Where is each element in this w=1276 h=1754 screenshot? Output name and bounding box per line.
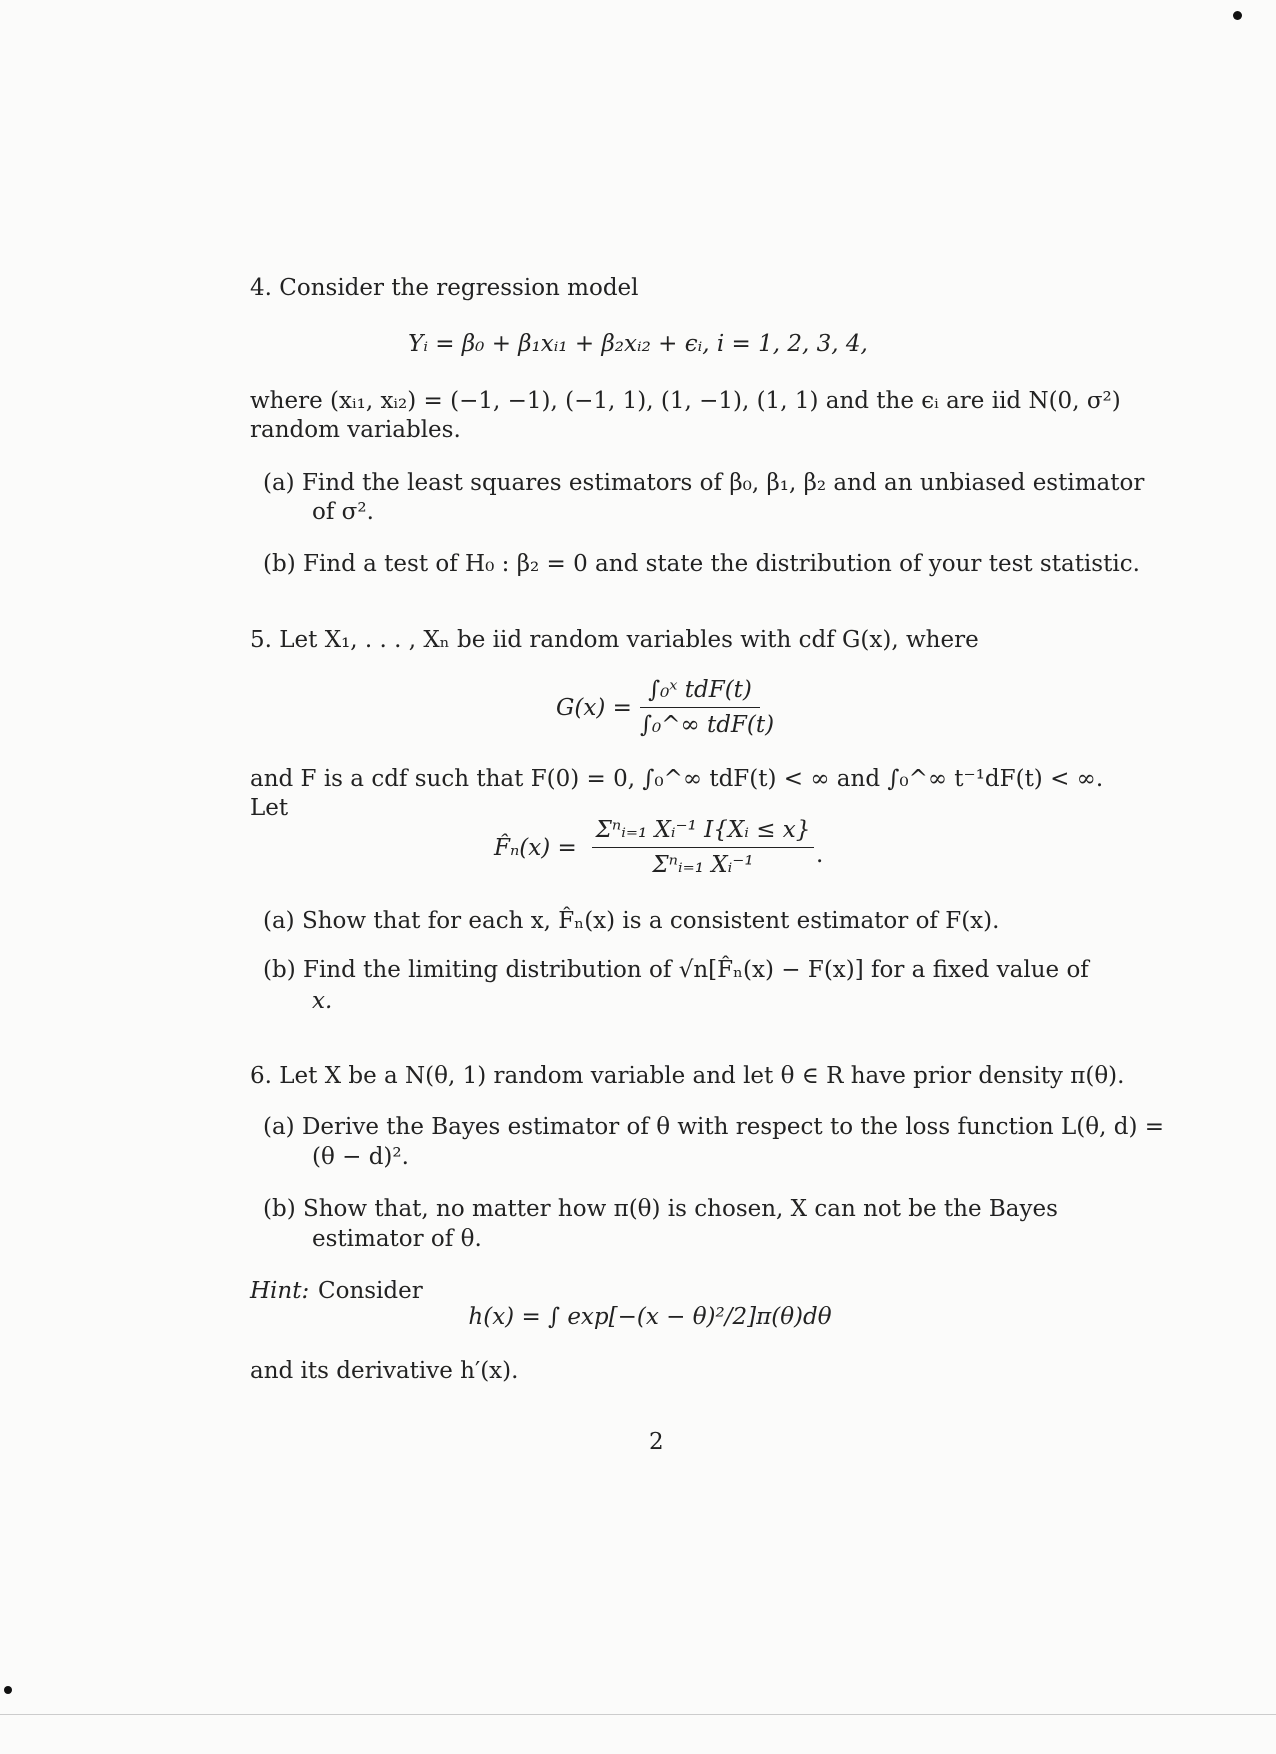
problem-6-hint-equation: h(x) = ∫ exp[−(x − θ)²/2]π(θ)dθ (468, 1304, 832, 1330)
problem-6-hint-label: Hint: (250, 1278, 310, 1304)
problem-5-f-fraction (592, 816, 814, 879)
problem-5-condition: and F is a cdf such that F(0) = 0, ∫₀^∞ tdF(t) < ∞ and ∫₀^∞ t⁻¹dF(t) < ∞. (250, 766, 1104, 792)
problem-5-g-fraction (640, 676, 775, 739)
fraction-bar (640, 707, 760, 708)
problem-6-part-b: (b) Show that, no matter how π(θ) is chosen, X can not be the Bayes (263, 1196, 1058, 1222)
problem-5-f-period: . (816, 842, 824, 868)
problem-5-part-b: (b) Find the limiting distribution of √n[F̂ₙ(x) − F(x)] for a fixed value of (263, 957, 1089, 983)
problem-6-part-a: (θ − d)². (312, 1144, 409, 1170)
problem-5-g-lhs: G(x) = (556, 695, 632, 721)
scan-edge-line (0, 1714, 1276, 1715)
fraction-numerator: ∫₀ˣ tdF(t) (648, 677, 752, 703)
problem-5-part-a: (a) Show that for each x, F̂ₙ(x) is a consistent estimator of F(x). (263, 908, 1000, 934)
problem-5-let: Let (250, 795, 289, 821)
problem-6-part-b: estimator of θ. (312, 1226, 482, 1252)
problem-6-intro: 6. Let X be a N(θ, 1) random variable and let θ ∈ R have prior density π(θ). (250, 1063, 1125, 1089)
problem-4-equation: Yᵢ = β₀ + β₁xᵢ₁ + β₂xᵢ₂ + ϵᵢ, i = 1, 2, 3, 4, (408, 331, 868, 357)
problem-5-f-lhs: F̂ₙ(x) = (494, 835, 577, 861)
problem-4-intro: 4. Consider the regression model (250, 275, 639, 301)
problem-5-intro: 5. Let X₁, . . . , Xₙ be iid random variables with cdf G(x), where (250, 627, 979, 653)
fraction-numerator: Σⁿᵢ₌₁ Xᵢ⁻¹ I{Xᵢ ≤ x} (595, 817, 811, 843)
fraction-denominator: ∫₀^∞ tdF(t) (640, 712, 775, 738)
problem-5-part-b: x. (312, 988, 333, 1014)
scan-speck (1233, 11, 1242, 20)
fraction-bar (592, 847, 814, 848)
problem-4-where-line: random variables. (250, 417, 461, 443)
page-number: 2 (649, 1429, 664, 1455)
scan-speck (4, 1686, 12, 1694)
problem-4-where-line: where (xᵢ₁, xᵢ₂) = (−1, −1), (−1, 1), (1, −1), (1, 1) and the ϵᵢ are iid N(0, σ²) (250, 388, 1121, 414)
problem-4-part-a: of σ². (312, 499, 374, 525)
problem-6-closing: and its derivative h′(x). (250, 1358, 519, 1384)
problem-6-hint-text: Consider (318, 1278, 423, 1304)
fraction-denominator: Σⁿᵢ₌₁ Xᵢ⁻¹ (652, 852, 754, 878)
problem-6-part-a: (a) Derive the Bayes estimator of θ with respect to the loss function L(θ, d) = (263, 1114, 1165, 1140)
problem-4-part-b: (b) Find a test of H₀ : β₂ = 0 and state the distribution of your test statistic. (263, 551, 1140, 577)
problem-4-part-a: (a) Find the least squares estimators of β₀, β₁, β₂ and an unbiased estimator (263, 470, 1145, 496)
